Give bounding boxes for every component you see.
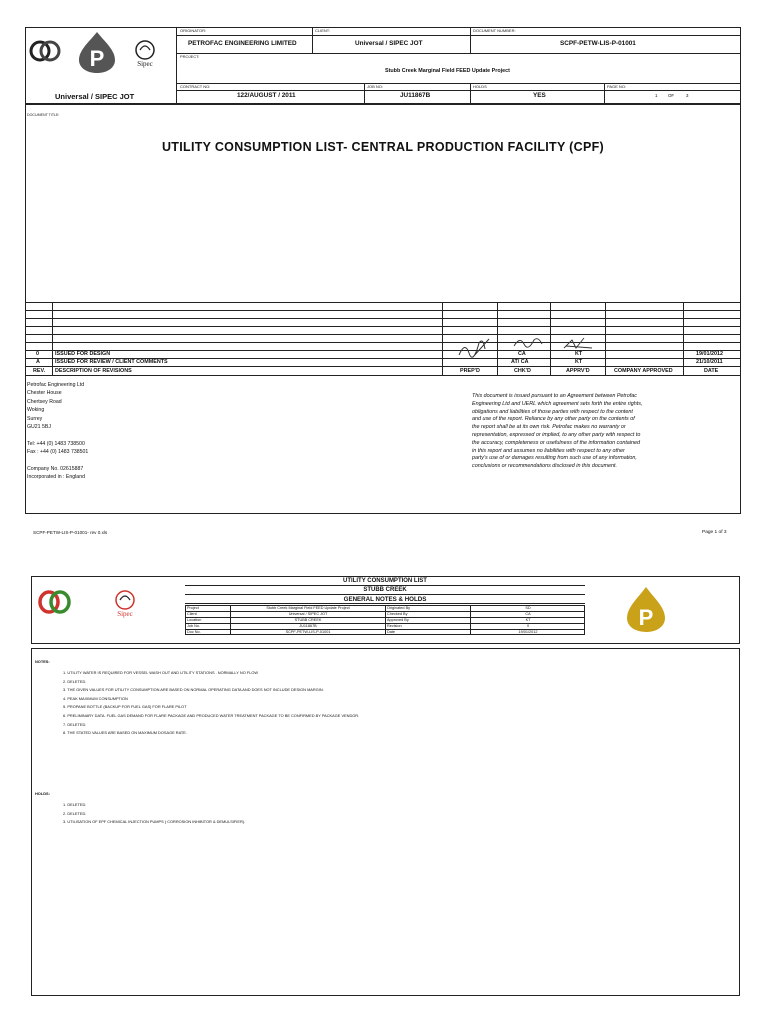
info-value: Stubb Creek Marginal Field FEED Update Project	[266, 606, 350, 610]
signature-approved	[562, 336, 594, 357]
disclaimer-line: Engineering Ltd and UERL which agreement sets forth the entire rights,	[472, 400, 643, 407]
divider	[604, 83, 605, 104]
address-line: Woking	[27, 407, 45, 414]
chkd-col-header: CHK'D	[514, 367, 531, 374]
disclaimer	[472, 393, 642, 471]
sipec-logo	[110, 588, 140, 618]
prepd-col-header: PREP'D	[460, 367, 480, 374]
page-number: 1	[655, 93, 658, 98]
divider	[25, 310, 741, 311]
disclaimer-line: conclusions or recommendations disclosed in this document.	[472, 463, 618, 470]
disclaimer-line: the report shall be at its own risk. Petrofac makes no warranty or	[472, 424, 626, 431]
rev-description: ISSUED FOR DESIGN	[55, 351, 111, 357]
note-item: 2. DELETED.	[63, 678, 87, 684]
divider	[176, 83, 741, 84]
divider	[605, 302, 606, 375]
info-value: Universal / SIPEC JOT	[288, 612, 328, 616]
hold-item: 2. DELETED.	[63, 810, 87, 816]
page-of: OF	[668, 93, 675, 98]
rev-date: 21/10/2011	[696, 359, 723, 365]
hold-item: 3. UTILISATION OF EPF CHEMICAL INJECTION PUMPS ( CORROSION INHIBITOR & DEMULSIFIER).	[63, 819, 246, 825]
rev-checked: CA	[518, 351, 526, 357]
signature-checked	[512, 334, 546, 357]
rev-col-header: REV.	[33, 367, 46, 374]
rev-approved: KT	[575, 359, 583, 365]
page-label: PAGE NO:	[607, 84, 627, 89]
disclaimer-line: the accuracy, completeness or usefulness of the information contained	[472, 439, 641, 446]
company-approved-col-header: COMPANY APPROVED	[614, 367, 673, 374]
divider	[52, 302, 53, 375]
rev-description: ISSUED FOR REVIEW / CLIENT COMMENTS	[55, 359, 168, 365]
divider	[470, 27, 471, 53]
page-total: 3	[686, 93, 689, 98]
divider	[25, 334, 741, 335]
apprvd-col-header: APPRV'D	[566, 367, 590, 374]
divider	[312, 27, 313, 53]
spacer	[27, 457, 88, 465]
hold-item: 1. DELETED.	[63, 802, 87, 807]
info-value: 0	[526, 624, 530, 628]
rev-code: A	[36, 359, 40, 365]
info-key: Location	[187, 618, 202, 622]
holds-list	[63, 801, 245, 827]
rev-code: 0	[36, 351, 39, 357]
info-key: Revision	[387, 624, 402, 628]
sheet2-subtitle: STUBB CREEK	[185, 586, 585, 595]
holds-label: HOLDS	[473, 84, 487, 89]
address-line: Surrey	[27, 415, 43, 422]
footer-page: Page 1 of 3	[702, 530, 727, 535]
rev-date: 19/01/2012	[696, 351, 723, 357]
rev-approved: KT	[575, 351, 583, 357]
address-line: GU21 5BJ	[27, 424, 51, 431]
divider	[25, 326, 741, 327]
disclaimer-line: This document is issued pursuant to an Agreement between Petrofac	[472, 393, 637, 399]
info-key: Checked By	[387, 612, 408, 616]
divider	[364, 83, 365, 104]
petrofac-logo	[624, 585, 668, 633]
footer-filename: SCPF-PETW-LIS-P-01001- rev 0.xls	[33, 530, 108, 535]
project-value: Stubb Creek Marginal Field FEED Update Project	[385, 68, 510, 74]
signature-prepared	[455, 335, 495, 366]
divider	[25, 318, 741, 319]
sheet2-section-title: GENERAL NOTES & HOLDS	[185, 595, 585, 604]
divider	[176, 90, 741, 91]
docnum-value: SCPF-PETW-LIS-P-01001	[560, 40, 636, 47]
divider	[176, 27, 177, 104]
notes-list	[63, 669, 359, 738]
note-item: 4. PEAK MAXIMUM CONSUMPTION	[63, 695, 128, 701]
info-value: STUBB CREEK	[294, 618, 322, 622]
fax-line: Fax : +44 (0) 1483 738501	[27, 449, 89, 456]
company-name: Universal / SIPEC JOT	[55, 92, 135, 101]
date-col-header: DATE	[704, 367, 719, 374]
job-label: JOB NO:	[367, 84, 384, 89]
originator-value: PETROFAC ENGINEERING LIMITED	[188, 40, 297, 47]
phone-line: Tel: +44 (0) 1483 738500	[27, 440, 85, 447]
doctitle-label: DOCUMENT TITLE:	[27, 113, 60, 117]
document-title: UTILITY CONSUMPTION LIST- CENTRAL PRODUCTION FACILITY (CPF)	[161, 140, 604, 154]
info-value: 19/01/2012	[518, 630, 538, 634]
info-key: Originated By	[387, 606, 411, 610]
docnum-label: DOCUMENT NUMBER:	[473, 28, 516, 33]
divider	[25, 375, 741, 376]
originator-label: ORIGINATOR:	[180, 28, 207, 33]
divider	[25, 302, 741, 303]
disclaimer-line: in this report and assumes no liabilities with respect to any other	[472, 447, 625, 454]
disclaimer-line: representation, expressed or implied, to any other party with respect to	[472, 431, 641, 438]
info-key: Client	[187, 612, 197, 616]
note-item: 1. UTILITY WATER IS REQUIRED FOR VESSEL WASH OUT AND UTILITY STATIONS . NORMALLY NO FLOW	[63, 670, 259, 675]
svg-text:P: P	[638, 605, 654, 630]
divider	[25, 350, 741, 351]
desc-col-header: DESCRIPTION OF REVISIONS	[55, 367, 132, 374]
info-key: Project	[187, 606, 199, 610]
client-label: CLIENT:	[315, 28, 330, 33]
contract-value: 122/AUGUST / 2011	[237, 92, 296, 99]
project-label: PROJECT:	[180, 54, 200, 59]
info-value: JU11867B	[299, 624, 317, 628]
info-key: Date	[387, 630, 396, 634]
divider	[385, 605, 386, 635]
disclaimer-line: party's use of or damages resulting from such use of any information,	[472, 455, 637, 462]
divider	[176, 35, 741, 36]
info-value: SCPF-PETW-LIS-P-01001	[285, 630, 331, 634]
note-item: 5. PROPANE BOTTLE (BACKUP FOR FUEL GAS) FOR FLARE PILOT	[63, 704, 187, 710]
info-key: Doc No.	[187, 630, 201, 634]
holds-value: YES	[533, 92, 546, 99]
info-key: Job No.	[187, 624, 201, 628]
note-item: 6. PRELIMINARY DATA. FUEL GAS DEMAND FOR FLARE PACKAGE AND PRODUCED WATER TREATMENT PACKAGE TO BE CONFIRMED BY PACKAGE VENDOR.	[63, 712, 360, 718]
rev-checked: AT/ CA	[511, 359, 529, 365]
info-key: Approved By	[387, 618, 409, 622]
divider	[683, 302, 684, 375]
divider	[442, 302, 443, 375]
divider	[550, 302, 551, 375]
spacer	[27, 431, 88, 439]
disclaimer-line: and use of the report. Reliance by any other party on the contents of	[472, 416, 635, 423]
address-line: Chertsey Road	[27, 398, 62, 405]
info-value: CA	[525, 612, 531, 616]
address-line: Petrofac Engineering Ltd	[27, 382, 85, 388]
incorporation-line: Incorporated in : England	[27, 474, 85, 481]
svg-text:Sipec: Sipec	[117, 610, 133, 618]
universal-logo	[29, 38, 61, 64]
info-value: KT	[525, 618, 531, 622]
company-address	[27, 381, 88, 482]
divider	[176, 53, 741, 54]
svg-text:Sipec: Sipec	[137, 60, 153, 68]
sheet2-title: UTILITY CONSUMPTION LIST	[185, 576, 585, 586]
svg-text:P: P	[89, 46, 105, 71]
disclaimer-line: obligations and liabilities of those parties with respect to the content	[472, 408, 633, 415]
divider	[470, 83, 471, 104]
company-number-line: Company No. 02615887	[27, 466, 84, 473]
address-line: Chester House	[27, 390, 62, 397]
notes-label: NOTES:	[35, 659, 50, 664]
note-item: 8. THE STATED VALUES ARE BASED ON MAXIMUM DOSAGE RATE.	[63, 730, 187, 736]
sipec-logo	[130, 38, 160, 68]
client-value: Universal / SIPEC JOT	[355, 40, 423, 47]
sheet2-title-block	[185, 576, 585, 604]
divider	[497, 302, 498, 375]
contract-label: CONTRACT NO:	[180, 84, 211, 89]
petrofac-logo	[75, 30, 119, 74]
universal-logo	[38, 588, 72, 616]
job-value: JU11867B	[400, 92, 431, 99]
divider	[25, 342, 741, 343]
note-item: 3. THE GIVEN VALUES FOR UTILITY CONSUMPTION ARE BASED ON NORMAL OPERATING DATA AND DOES NOT INCLUDE DESIGN MARGIN.	[63, 687, 324, 693]
info-value: SD	[525, 606, 531, 610]
note-item: 7. DELETED.	[63, 721, 87, 727]
holds-label: HOLDS:	[35, 791, 50, 796]
